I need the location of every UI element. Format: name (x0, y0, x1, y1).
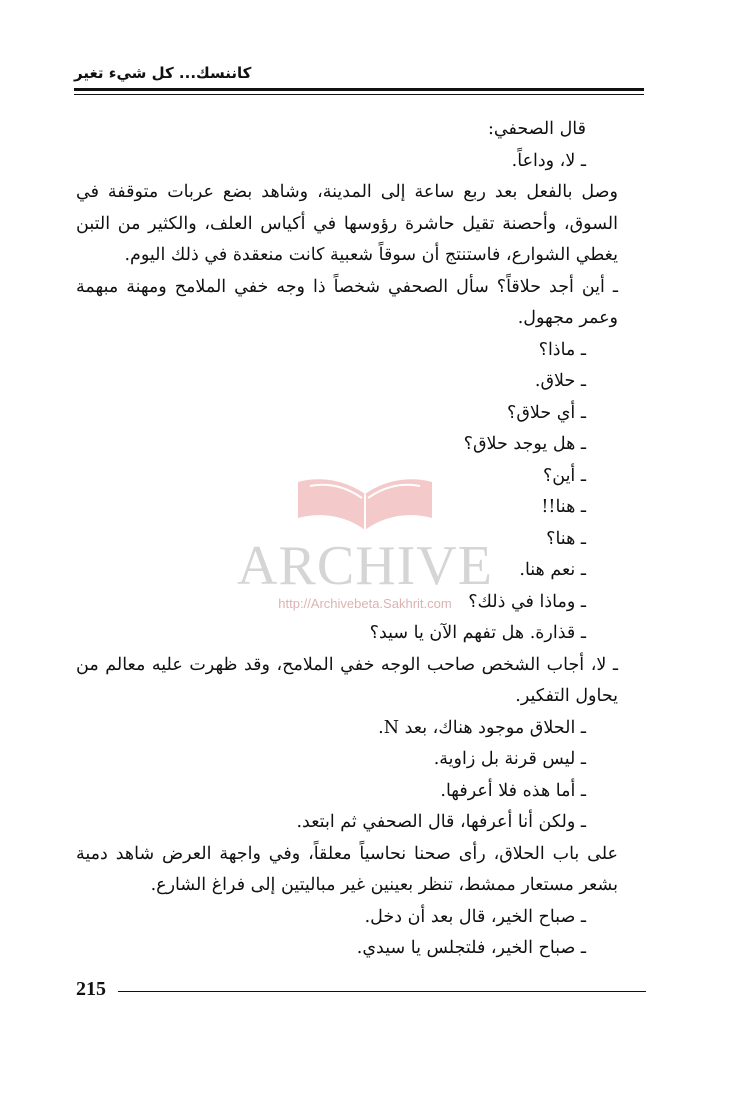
body-text (76, 114, 644, 965)
text-paragraph: وصل بالفعل بعد ربع ساعة إلى المدينة، وشاهد بضع عربات متوقفة في السوق، وأحصنة تقيل حاشرة رؤوسها في أكياس العلف، والكثير من التبن يغطي الشوارع، فاستنتج أن سوقاً شعبية كانت منعقدة في ذلك اليوم. (76, 182, 618, 265)
text-paragraph: ـ أما هذه فلا أعرفها. (440, 780, 586, 801)
text-paragraph: ـ أين أجد حلاقاً؟ سأل الصحفي شخصاً ذا وجه خفي الملامح ومهنة مبهمة وعمر مجهول. (76, 276, 618, 328)
text-paragraph: ـ ليس قرنة بل زاوية. (433, 749, 586, 769)
text-paragraph: ـ لا، أجاب الشخص صاحب الوجه خفي الملامح، وقد ظهرت عليه معالم من يحاول التفكير. (76, 654, 618, 706)
text-paragraph: ـ أين؟ (542, 465, 586, 486)
page-footer (76, 978, 646, 1008)
page-number: 215 (76, 978, 106, 1000)
watermark-word: ARCHIVE (237, 535, 493, 597)
text-paragraph: ـ حلاق. (534, 371, 586, 391)
text-paragraph: ـ قذارة. هل تفهم الآن يا سيد؟ (369, 623, 586, 643)
text-paragraph: ـ هل يوجد حلاق؟ (463, 434, 586, 454)
text-paragraph: ـ نعم هنا. (519, 560, 586, 580)
text-paragraph: ـ ولكن أنا أعرفها، قال الصحفي ثم ابتعد. (296, 812, 586, 832)
text-paragraph: على باب الحلاق، رأى صحنا نحاسياً معلقاً، وفي واجهة العرض شاهد دمية بشعر مستعار ممشط، تنظر بعينين غير مباليتين إلى فراغ الشارع. (76, 843, 618, 895)
text-paragraph: ـ وماذا في ذلك؟ (468, 591, 586, 612)
text-paragraph: ـ الحلاق موجود هناك، بعد N. (378, 717, 586, 738)
text-paragraph: ـ هنا!! (541, 497, 586, 517)
text-paragraph: ـ هنا؟ (546, 528, 586, 549)
running-title: كاننسك... كل شيء تغير (74, 64, 252, 82)
header-rule-thick (74, 88, 644, 91)
watermark-url: http://Archivebeta.Sakhrit.com (278, 596, 452, 611)
text-paragraph: ـ أي حلاق؟ (507, 402, 586, 423)
text-paragraph: ـ صباح الخير، فلتجلس يا سيدي. (356, 938, 586, 958)
header-rule-thin (74, 94, 644, 95)
text-paragraph: ـ ماذا؟ (538, 339, 586, 360)
text-paragraph: ـ صباح الخير، قال بعد أن دخل. (364, 906, 586, 927)
footer-rule (118, 991, 646, 992)
text-paragraph: ـ لا، وداعاً. (511, 150, 586, 171)
page-header (74, 60, 644, 100)
text-paragraph: قال الصحفي: (488, 119, 586, 139)
